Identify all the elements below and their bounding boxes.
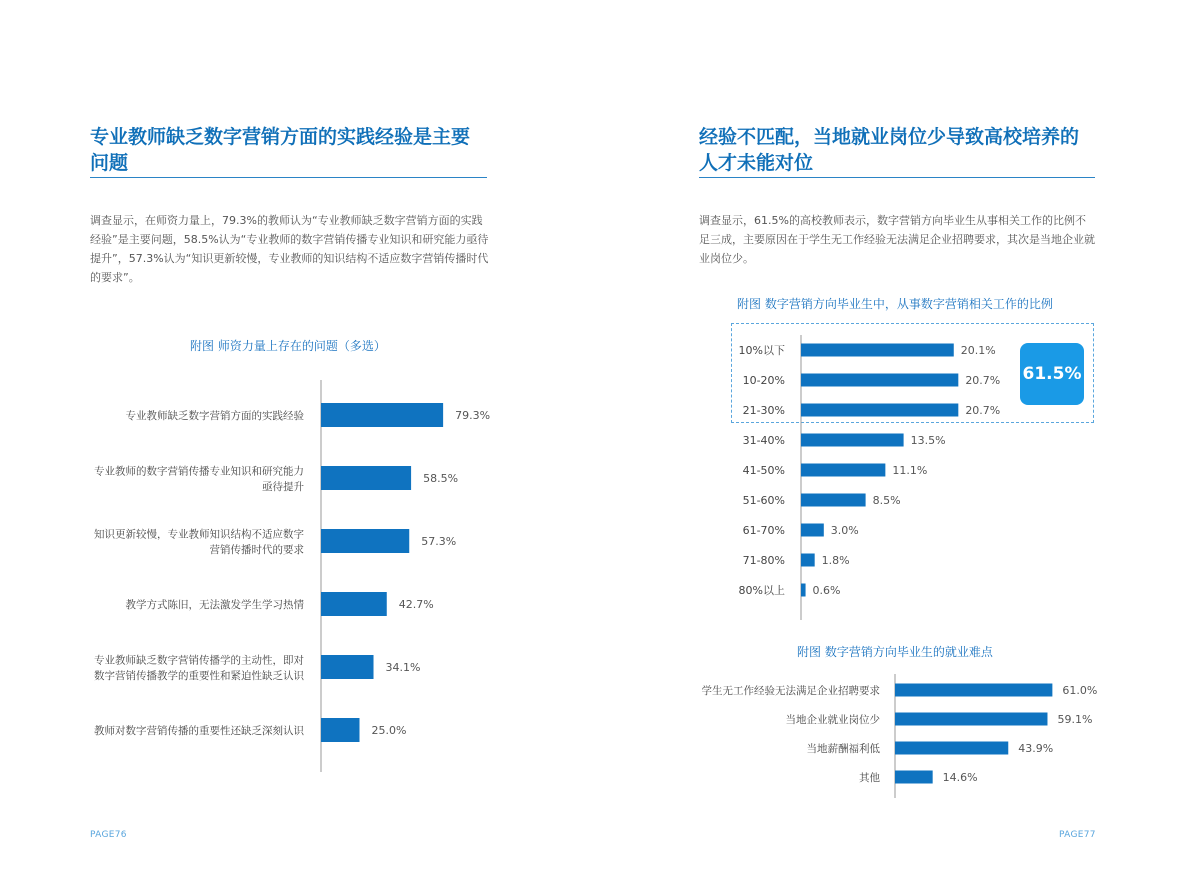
data-label: 59.1% [1057,713,1093,726]
chart-teacher-problems [0,375,593,795]
page-number-left: PAGE76 [90,830,127,840]
data-label: 3.0% [830,524,859,537]
bar [801,494,866,507]
bar [321,529,409,553]
bar [801,554,815,567]
bar [321,592,387,616]
category-label: 21-30% [742,404,785,417]
bar [321,403,443,427]
category-label: 专业教师缺乏数字营销方面的实践经验 [125,410,304,422]
category-label: 专业教师缺乏数字营销传播学的主动性，即对数字营销传播教学的重要性和紧迫性缺乏认识 [94,654,304,682]
data-label: 20.1% [960,344,996,357]
bar [801,374,958,387]
page-number-right: PAGE77 [1059,830,1096,840]
data-label: 79.3% [455,409,491,422]
left-heading-rule [90,177,487,178]
data-label: 43.9% [1018,742,1054,755]
data-label: 11.1% [892,464,928,477]
category-label: 当地薪酬福利低 [806,743,880,755]
data-label: 58.5% [423,472,459,485]
category-label: 当地企业就业岗位少 [785,714,880,726]
category-label: 教师对数字营销传播的重要性还缺乏深刻认识 [94,725,304,737]
bar [801,464,885,477]
right-heading-rule [699,177,1095,178]
bar [801,524,824,537]
data-label: 0.6% [812,584,841,597]
highlight-badge: 61.5% [1020,343,1084,405]
bar [801,584,806,597]
left-heading: 专业教师缺乏数字营销方面的实践经验是主要问题 [90,126,471,174]
bar [321,655,374,679]
bar [895,771,933,784]
category-label: 教学方式陈旧，无法激发学生学习热情 [125,599,304,611]
right-page [593,0,1186,891]
data-label: 34.1% [385,661,421,674]
bar [895,742,1008,755]
category-label: 31-40% [742,434,785,447]
category-label: 71-80% [742,554,785,567]
bar [801,404,958,417]
right-heading: 经验不匹配，当地就业岗位少导致高校培养的人才未能对位 [699,126,1080,174]
bar [895,713,1047,726]
left-body-text: 调查显示，在师资力量上，79.3%的教师认为“专业教师缺乏数字营销方面的实践经验”是主要问题，58.5%认为“专业教师的数字营销传播专业知识和研究能力亟待提升”，57.3%认为“知识更新较慢，专业教师的知识结构不适应数字营销传播时代的要求”。 [90,214,489,284]
data-label: 20.7% [965,374,1001,387]
right-body-text: 调查显示，61.5%的高校教师表示，数字营销方向毕业生从事相关工作的比例不足三成，主要原因在于学生无工作经验无法满足企业招聘要求，其次是当地企业就业岗位少。 [699,214,1095,265]
data-label: 57.3% [421,535,457,548]
data-label: 61.0% [1062,684,1098,697]
category-label: 知识更新较慢，专业教师知识结构不适应数字营销传播时代的要求 [94,528,304,556]
category-label: 51-60% [742,494,785,507]
chart-employment-ratio [593,330,1186,630]
bar [801,344,954,357]
chart-title-employment-difficulties: 附图 数字营销方向毕业生的就业难点 [797,645,993,659]
category-label: 10-20% [742,374,785,387]
chart-employment-difficulties [593,670,1186,810]
data-label: 25.0% [371,724,407,737]
chart-title-employment-ratio: 附图 数字营销方向毕业生中，从事数字营销相关工作的比例 [737,297,1053,311]
category-label: 80%以上 [738,584,785,597]
category-label: 专业教师的数字营销传播专业知识和研究能力亟待提升 [94,465,304,493]
category-label: 其他 [859,772,880,784]
bar [321,718,360,742]
category-label: 41-50% [742,464,785,477]
bar [321,466,411,490]
bar [801,434,904,447]
bar [895,684,1052,697]
data-label: 13.5% [910,434,946,447]
category-label: 61-70% [742,524,785,537]
data-label: 20.7% [965,404,1001,417]
category-label: 学生无工作经验无法满足企业招聘要求 [701,685,880,697]
chart-title-teacher-problems: 附图 师资力量上存在的问题（多选） [190,339,386,353]
data-label: 8.5% [872,494,901,507]
category-label: 10%以下 [738,344,785,357]
data-label: 14.6% [942,771,978,784]
data-label: 1.8% [821,554,850,567]
data-label: 42.7% [398,598,434,611]
